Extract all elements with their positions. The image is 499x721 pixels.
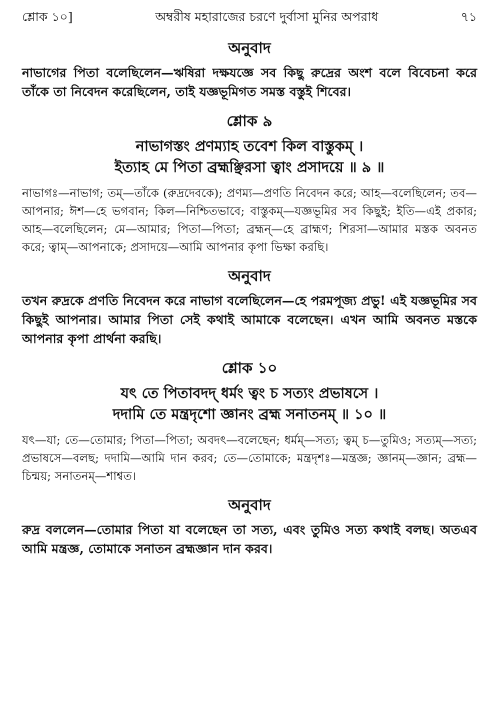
translation-paragraph: নাভাগের পিতা বলেছিলেন—ঋষিরা দক্ষযজ্ঞে সব কিছু রুদ্রের অংশ বলে বিবেচনা করে তাঁকে তা নিবেদন করেছিলেন, তাই যজ্ঞভূমিগত সমস্ত বস্তুই শিবের। [22,65,477,99]
verse-block [22,383,477,425]
word-for-word-synonyms: যৎ—যা; তে—তোমার; পিতা—পিতা; অবদৎ—বলেছেন; ধর্মম্—সত্য; ত্বম্ চ—তুমিও; সত্যম্—সত্য; প্রভাষসে—বলছ; দদামি—আমি দান করব; তে—তোমাকে; মন্ত্রদৃশঃ—মন্ত্রজ্ঞ; জ্ঞানম্—জ্ঞান; ব্রহ্ম—চিন্ময়; সনাতনম্—শাশ্বত। [22,433,477,483]
translation-heading: অনুবাদ [228,496,271,514]
verse-heading: শ্লোক ৯ [226,112,273,130]
translation-heading: অনুবাদ [228,267,271,285]
running-header [22,6,477,28]
translation-heading: অনুবাদ [228,39,271,57]
verse-line: দদামি তে মন্ত্রদৃশো জ্ঞানং ব্রহ্ম সনাতনম্ ॥ ১০ ॥ [112,406,387,423]
chapter-title: অম্বরীষ মহারাজের চরণে দুর্বাসা মুনির অপরাধ [155,9,379,24]
verse-line: ইত্যাহ মে পিতা ব্রহ্মঞ্ছিরসা ত্বাং প্রসাদয়ে ॥ ৯ ॥ [114,159,385,176]
translation-paragraph: তখন রুদ্রকে প্রণতি নিবেদন করে নাভাগ বলেছিলেন—হে পরমপূজ্য প্রভু! এই যজ্ঞভূমির সব কিছুই আপনার। আমার পিতা সেই কথাই আমাকে বলেছেন। এখন আমি অবনত মস্তকে আপনার কৃপা প্রার্থনা করছি। [22,293,477,346]
translation-paragraph: রুদ্র বললেন—তোমার পিতা যা বলেছেন তা সত্য, এবং তুমিও সত্য কথাই বলছ। অতএব আমি মন্ত্রজ্ঞ, তোমাকে সনাতন ব্রহ্মজ্ঞান দান করব। [22,522,477,556]
verse-range-label: শ্লোক ১০] [22,9,73,24]
verse-line: যৎ তে পিতাবদদ্ ধর্মং ত্বং চ সত্যং প্রভাষসে । [120,385,379,402]
verse-line: নাভাগস্তং প্রণম্যাহ তবেশ কিল বাস্তুকম্ । [135,138,364,155]
word-for-word-synonyms: নাভাগঃ—নাভাগ; তম্—তাঁকে (রুদ্রদেবকে); প্রণম্য—প্রণতি নিবেদন করে; আহ—বলেছিলেন; তব—আপনার; ঈশ—হে ভগবান; কিল—নিশ্চিতভাবে; বাস্তুকম্—যজ্ঞভূমির সব কিছুই; ইতি—এই প্রকার; আহ—বলেছিলেন; মে—আমার; পিতা—পিতা; ব্রহ্মন্—হে ব্রাহ্মণ; শিরসা—আমার মস্তক অবনত করে; ত্বাম্—আপনাকে; প্রসাদয়ে—আমি আপনার কৃপা ভিক্ষা করছি। [22,186,477,254]
page-number: ৭১ [460,9,477,24]
verse-block [22,136,477,178]
verse-heading: শ্লোক ১০ [221,359,278,377]
